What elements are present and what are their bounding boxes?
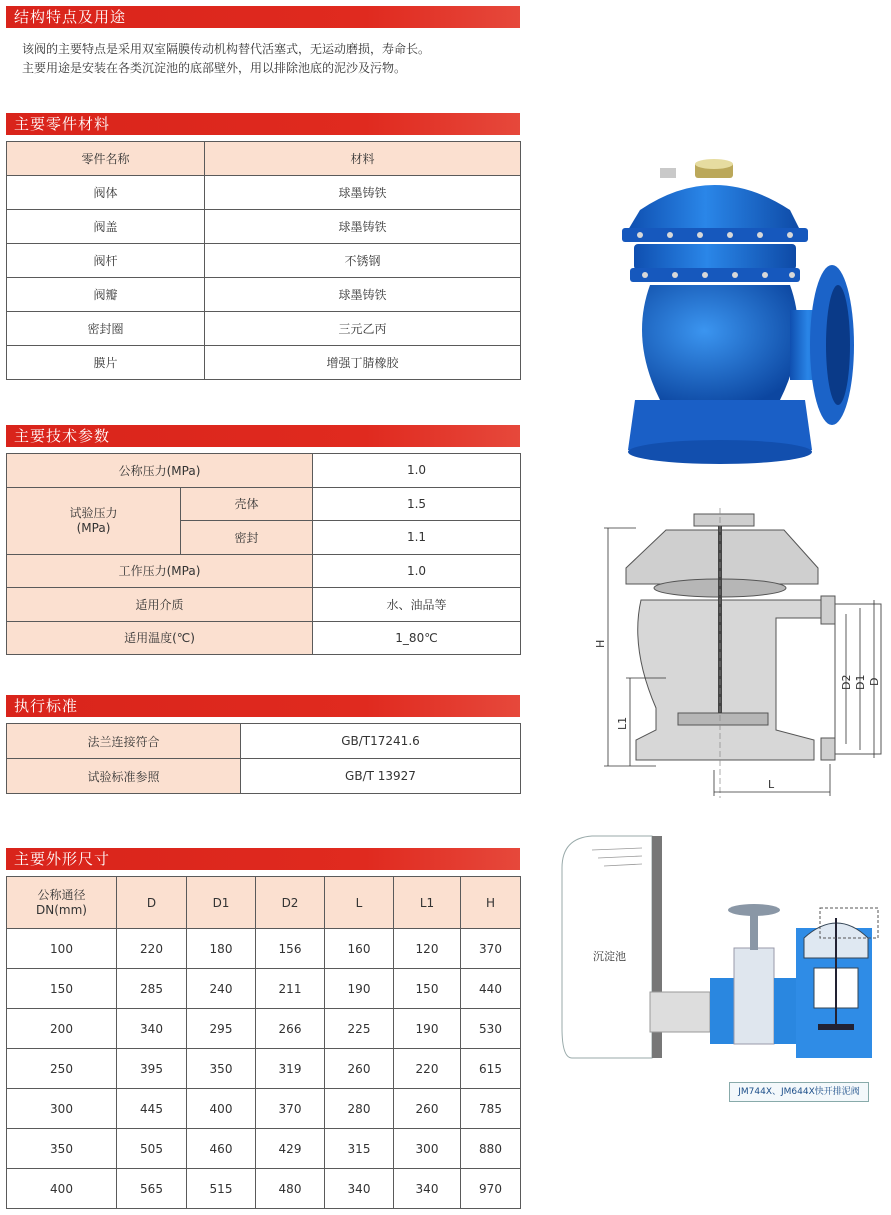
- dimension-cell: 565: [117, 1169, 187, 1209]
- dimension-cell: 515: [187, 1169, 256, 1209]
- part-material: 不锈钢: [205, 244, 521, 278]
- standard-label: 试验标准参照: [7, 759, 241, 794]
- table-row: [7, 1129, 521, 1169]
- dimension-cell: 880: [461, 1129, 521, 1169]
- dimension-cell: 530: [461, 1009, 521, 1049]
- nominal-pressure-value: 1.0: [313, 454, 521, 488]
- materials-table: [6, 141, 521, 380]
- header-part-name: 零件名称: [7, 142, 205, 176]
- dimensions-table: [6, 876, 521, 1209]
- table-header-row: [7, 142, 521, 176]
- dimension-cell: 315: [325, 1129, 394, 1169]
- temperature-label: 适用温度(℃): [7, 621, 313, 655]
- valve-photo: [600, 150, 880, 480]
- table-row: [7, 621, 521, 655]
- dimensions-body: [7, 929, 521, 1209]
- dimension-cell: 190: [325, 969, 394, 1009]
- intro-line-2: 主要用途是安装在各类沉淀池的底部壁外，用以排除池底的泥沙及污物。: [22, 61, 407, 75]
- dimension-cell: 340: [325, 1169, 394, 1209]
- section-title-materials: 主要零件材料: [6, 113, 520, 135]
- working-pressure-label: 工作压力(MPa): [7, 554, 313, 588]
- valve-body: [642, 285, 798, 400]
- dimension-cell: 180: [187, 929, 256, 969]
- dimension-cell: 400: [187, 1089, 256, 1129]
- dimension-cell: 319: [256, 1049, 325, 1089]
- section-title-standards: 执行标准: [6, 695, 520, 717]
- outlet-pipe: [650, 992, 710, 1032]
- dimension-cell: 280: [325, 1089, 394, 1129]
- dim-label-l1: L1: [616, 716, 629, 730]
- dimension-cell: 220: [394, 1049, 461, 1089]
- dim-label-h: H: [594, 639, 607, 648]
- dimension-cell: 160: [325, 929, 394, 969]
- dimension-cell: 300: [394, 1129, 461, 1169]
- table-row: [7, 1169, 521, 1209]
- table-row: [7, 454, 521, 488]
- dn-cell: 150: [7, 969, 117, 1009]
- table-row: [7, 176, 521, 210]
- shell-label: 壳体: [181, 487, 313, 521]
- dimension-cell: 240: [187, 969, 256, 1009]
- table-row: [7, 759, 521, 794]
- table-row: [7, 487, 521, 521]
- dimension-cell: 785: [461, 1089, 521, 1129]
- dimension-cell: 395: [117, 1049, 187, 1089]
- dimension-cell: 260: [325, 1049, 394, 1089]
- medium-value: 水、油品等: [313, 588, 521, 622]
- dimension-cell: 220: [117, 929, 187, 969]
- section-title-dimensions: 主要外形尺寸: [6, 848, 520, 870]
- shell-value: 1.5: [313, 487, 521, 521]
- table-row: [7, 969, 521, 1009]
- tech-params-table: [6, 453, 521, 655]
- table-row: [7, 244, 521, 278]
- dimension-cell: 156: [256, 929, 325, 969]
- header-d: D: [117, 877, 187, 929]
- dimension-cell: 266: [256, 1009, 325, 1049]
- intro-line-1: 该阀的主要特点是采用双室隔膜传动机构替代活塞式，无运动磨损，寿命长。: [22, 42, 431, 56]
- working-pressure-value: 1.0: [313, 554, 521, 588]
- header-dn-line2: DN(mm): [36, 902, 87, 917]
- table-row: [7, 346, 521, 380]
- dimension-cell: 340: [117, 1009, 187, 1049]
- table-row: [7, 278, 521, 312]
- test-pressure-label-line2: (MPa): [76, 520, 111, 535]
- section-title-tech: 主要技术参数: [6, 425, 520, 447]
- part-material: 球墨铸铁: [205, 176, 521, 210]
- dim-label-d2: D2: [840, 674, 853, 690]
- nominal-pressure-label: 公称压力(MPa): [7, 454, 313, 488]
- dimension-cell: 480: [256, 1169, 325, 1209]
- dimension-cell: 340: [394, 1169, 461, 1209]
- part-name: 膜片: [7, 346, 205, 380]
- valve-upper-flange: [622, 228, 808, 242]
- part-name: 阀盖: [7, 210, 205, 244]
- temperature-value: 1_80℃: [313, 621, 521, 655]
- table-row: [7, 210, 521, 244]
- table-row: [7, 588, 521, 622]
- dn-cell: 300: [7, 1089, 117, 1129]
- dimension-cell: 970: [461, 1169, 521, 1209]
- dimension-cell: 505: [117, 1129, 187, 1169]
- header-d2: D2: [256, 877, 325, 929]
- seal-value: 1.1: [313, 521, 521, 555]
- part-name: 阀杆: [7, 244, 205, 278]
- seal-label: 密封: [181, 521, 313, 555]
- dn-cell: 200: [7, 1009, 117, 1049]
- standard-value: GB/T17241.6: [241, 724, 521, 759]
- dim-label-d: D: [868, 677, 881, 686]
- dn-cell: 250: [7, 1049, 117, 1089]
- header-d1: D1: [187, 877, 256, 929]
- valve-bonnet: [628, 185, 800, 230]
- dimension-cell: 370: [461, 929, 521, 969]
- dimension-cell: 120: [394, 929, 461, 969]
- dimension-cell: 440: [461, 969, 521, 1009]
- dimension-cell: 190: [394, 1009, 461, 1049]
- part-material: 球墨铸铁: [205, 210, 521, 244]
- dimension-cell: 429: [256, 1129, 325, 1169]
- part-material: 增强丁腈橡胶: [205, 346, 521, 380]
- standard-value: GB/T 13927: [241, 759, 521, 794]
- header-dn: [7, 877, 117, 929]
- dn-cell: 400: [7, 1169, 117, 1209]
- part-material: 球墨铸铁: [205, 278, 521, 312]
- gate-valve: [734, 948, 774, 1044]
- dimension-cell: 295: [187, 1009, 256, 1049]
- dimension-cell: 260: [394, 1089, 461, 1129]
- valve-gauge: [660, 159, 733, 178]
- header-l: L: [325, 877, 394, 929]
- table-row: [7, 1009, 521, 1049]
- header-material: 材料: [205, 142, 521, 176]
- handwheel-icon: [728, 904, 780, 916]
- test-pressure-label-line1: 试验压力: [69, 505, 118, 520]
- dimension-cell: 285: [117, 969, 187, 1009]
- dimension-cell: 370: [256, 1089, 325, 1129]
- table-row: [7, 929, 521, 969]
- table-row: [7, 312, 521, 346]
- header-h: H: [461, 877, 521, 929]
- dimension-cell: 211: [256, 969, 325, 1009]
- header-dn-line1: 公称通径: [37, 887, 86, 902]
- dimension-cell: 460: [187, 1129, 256, 1169]
- dimension-cell: 350: [187, 1049, 256, 1089]
- dimension-cell: 615: [461, 1049, 521, 1089]
- standard-label: 法兰连接符合: [7, 724, 241, 759]
- part-name: 阀体: [7, 176, 205, 210]
- dim-label-l: L: [768, 778, 775, 791]
- dn-cell: 100: [7, 929, 117, 969]
- table-row: [7, 1049, 521, 1089]
- section-title-features: 结构特点及用途: [6, 6, 520, 28]
- table-header-row: [7, 877, 521, 929]
- part-name: 阀瓣: [7, 278, 205, 312]
- intro-text: [22, 40, 430, 78]
- cross-section-drawing: [596, 508, 888, 800]
- tank-label: 沉淀池: [593, 950, 626, 963]
- dimension-cell: 225: [325, 1009, 394, 1049]
- valve-lower-flange: [630, 268, 800, 282]
- dimension-cell: 445: [117, 1089, 187, 1129]
- part-material: 三元乙丙: [205, 312, 521, 346]
- medium-label: 适用介质: [7, 588, 313, 622]
- table-row: [7, 1089, 521, 1129]
- table-row: [7, 724, 521, 759]
- test-pressure-label: [7, 487, 181, 554]
- part-name: 密封圈: [7, 312, 205, 346]
- sedimentation-tank: [562, 836, 652, 1058]
- dn-cell: 350: [7, 1129, 117, 1169]
- table-row: [7, 554, 521, 588]
- dim-label-d1: D1: [854, 674, 867, 690]
- header-l1: L1: [394, 877, 461, 929]
- valve-caption: JM744X、JM644X快开排泥阀: [729, 1082, 869, 1102]
- standards-table: [6, 723, 521, 794]
- dimension-cell: 150: [394, 969, 461, 1009]
